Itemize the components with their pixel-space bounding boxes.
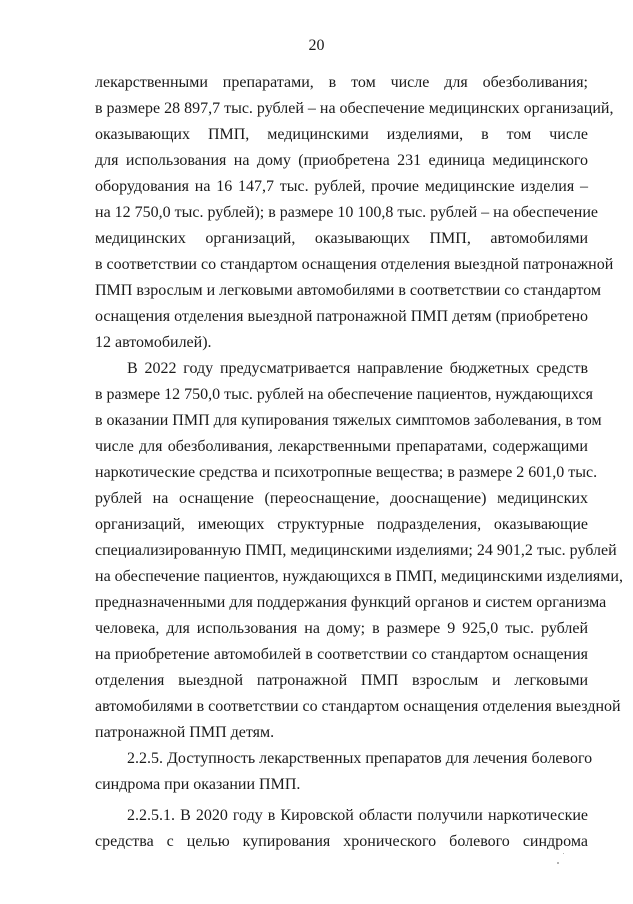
text-line: специализированную ПМП, медицинскими изделиями; 24 901,2 тыс. рублей (95, 542, 617, 559)
page-number: 20 (308, 37, 325, 54)
scan-speck (557, 862, 559, 864)
text-line: ПМП взрослым и легковыми автомобилями в соответствии со стандартом (95, 282, 601, 299)
text-line: на обеспечение пациентов, нуждающихся в ПМП, медицинскими изделиями, (95, 568, 623, 585)
text-line: оборудования на 16 147,7 тыс. рублей, прочие медицинские изделия – (95, 178, 588, 195)
text-line: рублей на оснащение (переоснащение, дооснащение) медицинских (95, 490, 588, 507)
text-line: предназначенными для поддержания функций органов и систем организма (95, 594, 607, 611)
text-line: на приобретение автомобилей в соответствии со стандартом оснащения (95, 646, 588, 663)
text-line: 2.2.5. Доступность лекарственных препаратов для лечения болевого (127, 750, 593, 767)
text-line: в размере 28 897,7 тыс. рублей – на обеспечение медицинских организаций, (95, 100, 614, 117)
text-line: В 2022 году предусматривается направление бюджетных средств (127, 360, 588, 377)
text-line: 2.2.5.1. В 2020 году в Кировской области получили наркотические (127, 807, 588, 824)
text-line: на 12 750,0 тыс. рублей); в размере 10 100,8 тыс. рублей – на обеспечение (95, 204, 598, 221)
text-line: медицинских организаций, оказывающих ПМП, автомобилями (95, 230, 588, 247)
text-line: оснащения отделения выездной патронажной ПМП детям (приобретено (95, 308, 588, 325)
text-line: синдрома при оказании ПМП. (95, 776, 301, 793)
text-line: автомобилями в соответствии со стандартом оснащения отделения выездной (95, 698, 621, 715)
text-line: 12 автомобилей). (95, 334, 212, 351)
text-line: в размере 12 750,0 тыс. рублей на обеспечение пациентов, нуждающихся (95, 386, 593, 403)
text-line: средства с целью купирования хронического болевого синдрома (95, 833, 588, 850)
text-line: патронажной ПМП детям. (95, 724, 275, 741)
scan-speck (563, 853, 564, 854)
text-line: в соответствии со стандартом оснащения отделения выездной патронажной (95, 256, 614, 273)
text-line: в оказании ПМП для купирования тяжелых симптомов заболевания, в том (95, 412, 602, 429)
text-line: числе для обезболивания, лекарственными препаратами, содержащими (95, 438, 588, 455)
text-line: организаций, имеющих структурные подразделения, оказывающие (95, 516, 588, 533)
text-line: оказывающих ПМП, медицинскими изделиями, в том числе (95, 126, 588, 143)
text-line: человека, для использования на дому; в размере 9 925,0 тыс. рублей (95, 620, 588, 637)
text-line: отделения выездной патронажной ПМП взрослым и легковыми (95, 672, 588, 689)
text-line: для использования на дому (приобретена 231 единица медицинского (95, 152, 588, 169)
text-line: лекарственными препаратами, в том числе для обезболивания; (95, 74, 588, 91)
text-line: наркотические средства и психотропные вещества; в размере 2 601,0 тыс. (95, 464, 598, 481)
